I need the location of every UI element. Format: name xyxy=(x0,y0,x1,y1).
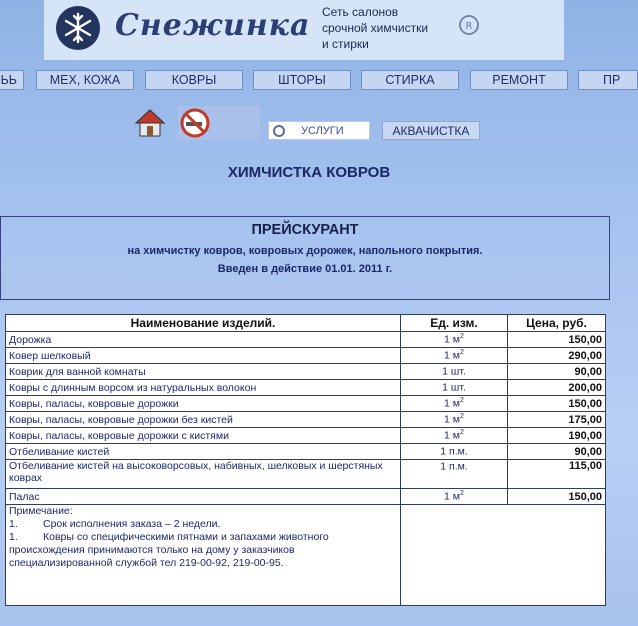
note-item-number: 1. xyxy=(9,518,18,530)
price-table xyxy=(5,314,606,606)
table-row xyxy=(6,396,606,412)
nav-item-curtains[interactable]: ШТОРЫ xyxy=(253,70,351,90)
slogan-line: и стирки xyxy=(322,37,369,51)
table-header-row xyxy=(6,315,606,332)
top-navigation xyxy=(0,70,621,92)
slogan-line: срочной химчистки xyxy=(322,21,429,35)
table-row xyxy=(6,460,606,489)
row-price: 200,00 xyxy=(508,380,606,396)
unit-text: 1 м xyxy=(444,333,461,346)
row-name: Ковер шелковый xyxy=(6,348,401,364)
row-unit xyxy=(401,412,508,428)
unit-superscript: 2 xyxy=(460,349,464,357)
nav-item-partial-left[interactable]: ЬЬ xyxy=(0,70,24,90)
row-price: 290,00 xyxy=(508,348,606,364)
header-price: Цена, руб. xyxy=(508,315,606,332)
unit-superscript: 2 xyxy=(460,333,464,341)
page-title: ХИМЧИСТКА КОВРОВ xyxy=(227,164,391,181)
unit-text: 1 шт. xyxy=(442,381,466,394)
header-unit: Ед. изм. xyxy=(401,315,508,332)
note-item-continuation: специализированной службой тел 219-00-92, 219-00-95. xyxy=(9,557,284,569)
nav-item-laundry[interactable]: СТИРКА xyxy=(361,70,459,90)
unit-text: 1 п.м. xyxy=(440,445,468,458)
note-item xyxy=(9,531,397,544)
nav-item-fur-leather[interactable]: МЕХ, КОЖА xyxy=(36,70,134,90)
unit-superscript: 2 xyxy=(460,413,464,421)
no-smoking-icon xyxy=(180,108,210,138)
home-icon[interactable] xyxy=(134,108,166,138)
registered-mark-icon xyxy=(458,14,480,36)
services-select-label: УСЛУГИ xyxy=(301,124,344,137)
note-row xyxy=(6,505,606,606)
table-row xyxy=(6,428,606,444)
row-unit xyxy=(401,348,508,364)
row-name: Ковры с длинным ворсом из натуральных волокон xyxy=(6,380,401,396)
row-name: Отбеливание кистей на высоковорсовых, набивных, шелковых и шерстяных коврах xyxy=(6,460,401,489)
row-price: 150,00 xyxy=(508,396,606,412)
slogan-line: Сеть салонов xyxy=(322,5,399,19)
note-item xyxy=(9,518,397,531)
row-unit xyxy=(401,428,508,444)
note-title: Примечание: xyxy=(9,505,73,517)
nav-item-carpets[interactable]: КОВРЫ xyxy=(145,70,243,90)
unit-text: 1 п.м. xyxy=(440,460,468,473)
note-item-text: Срок исполнения заказа – 2 недели. xyxy=(43,518,221,530)
row-unit xyxy=(401,460,508,489)
table-row xyxy=(6,332,606,348)
aqua-cleaning-button[interactable]: АКВАЧИСТКА xyxy=(382,121,480,140)
row-name: Отбеливание кистей xyxy=(6,444,401,460)
unit-text: 1 шт. xyxy=(442,365,466,378)
row-price: 115,00 xyxy=(508,460,606,489)
row-price: 90,00 xyxy=(508,364,606,380)
unit-superscript: 2 xyxy=(460,397,464,405)
row-price: 150,00 xyxy=(508,489,606,505)
table-row xyxy=(6,412,606,428)
brand-logo-text[interactable]: Снежинка xyxy=(115,8,311,43)
row-unit xyxy=(401,489,508,505)
row-price: 175,00 xyxy=(508,412,606,428)
table-row xyxy=(6,444,606,460)
row-unit xyxy=(401,396,508,412)
row-name: Ковры, паласы, ковровые дорожки с кистями xyxy=(6,428,401,444)
row-name: Ковры, паласы, ковровые дорожки без кистей xyxy=(6,412,401,428)
row-name: Палас xyxy=(6,489,401,505)
unit-text: 1 м xyxy=(444,429,461,442)
unit-text: 1 м xyxy=(444,413,461,426)
note-item-number: 1. xyxy=(9,531,18,543)
note-item-text: Ковры со специфическими пятнами и запахами животного xyxy=(43,531,329,543)
unit-superscript: 2 xyxy=(460,429,464,437)
row-unit xyxy=(401,380,508,396)
unit-superscript: 2 xyxy=(460,490,464,498)
unit-text: 1 м xyxy=(444,490,461,503)
note-item-continuation: происхождения принимаются только на дому у заказчиков xyxy=(9,544,295,556)
services-select[interactable] xyxy=(268,121,370,140)
pricelist-effective-date: Введен в действие 01.01. 2011 г. xyxy=(217,263,393,275)
table-row xyxy=(6,380,606,396)
svg-text:R: R xyxy=(465,21,473,32)
snowflake-logo-icon[interactable] xyxy=(56,6,100,50)
pricelist-title: ПРЕЙСКУРАНТ xyxy=(251,222,359,238)
row-name: Ковры, паласы, ковровые дорожки xyxy=(6,396,401,412)
row-price: 150,00 xyxy=(508,332,606,348)
unit-text: 1 м xyxy=(444,397,461,410)
row-name: Дорожка xyxy=(6,332,401,348)
select-radio-icon xyxy=(273,125,285,137)
pricelist-subtitle: на химчистку ковров, ковровых дорожек, напольного покрытия. xyxy=(127,245,483,257)
row-price: 190,00 xyxy=(508,428,606,444)
table-row xyxy=(6,364,606,380)
row-unit xyxy=(401,332,508,348)
header-slogan xyxy=(322,4,428,52)
row-unit xyxy=(401,444,508,460)
no-smoking-panel xyxy=(178,106,260,140)
row-price: 90,00 xyxy=(508,444,606,460)
note-cell xyxy=(6,505,401,606)
header-item-name: Наименование изделий. xyxy=(6,315,401,332)
unit-text: 1 м xyxy=(444,349,461,362)
table-row xyxy=(6,489,606,505)
row-name: Коврик для ванной комнаты xyxy=(6,364,401,380)
nav-item-partial-right[interactable]: ПР xyxy=(578,70,638,90)
nav-item-repair[interactable]: РЕМОНТ xyxy=(470,70,568,90)
row-unit xyxy=(401,364,508,380)
note-empty-cell xyxy=(401,505,606,606)
table-row xyxy=(6,348,606,364)
